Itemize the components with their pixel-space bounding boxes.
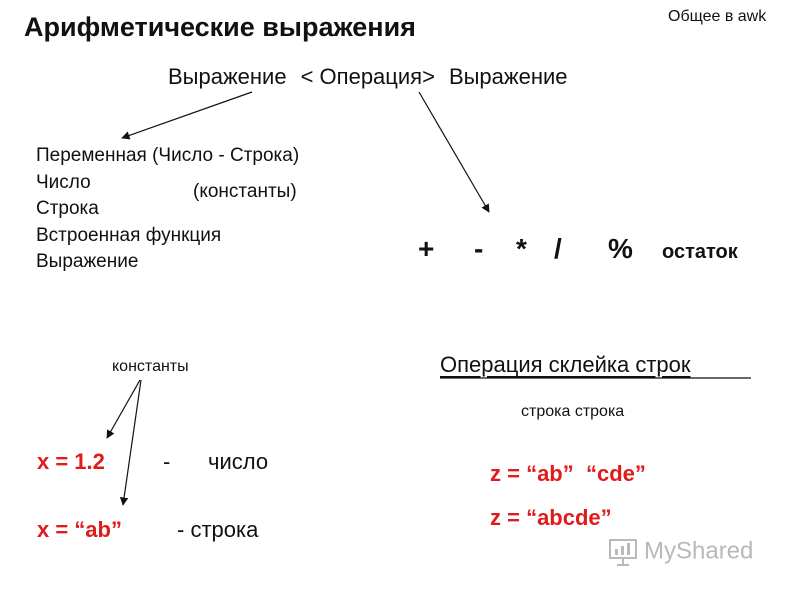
operand-item: Число xyxy=(36,171,91,193)
arrow-to-string-example xyxy=(123,380,141,505)
operand-list xyxy=(36,143,299,276)
operator-minus: - xyxy=(474,233,484,264)
string-label: - строка xyxy=(177,517,259,542)
operator-modulo: % xyxy=(608,233,633,264)
number-example: x = 1.2 xyxy=(37,449,105,474)
formula-left: Выражение xyxy=(168,64,287,89)
formula-operation: < Операция> xyxy=(300,64,435,89)
concat-subtitle: строка строка xyxy=(521,403,625,420)
operand-item: Строка xyxy=(36,198,99,219)
operand-item: Встроенная функция xyxy=(36,224,222,246)
watermark xyxy=(608,537,753,567)
number-label: число xyxy=(208,449,269,474)
concat-title: Операция склейка строк xyxy=(440,352,691,377)
arrow-to-operators xyxy=(419,92,489,212)
string-example: x = “ab” xyxy=(37,517,122,542)
corner-note: Общее в awk xyxy=(668,8,767,25)
constants-note: (константы) xyxy=(193,181,297,202)
arrow-to-number-example xyxy=(107,380,140,438)
page-title: Арифметические выражения xyxy=(24,12,416,42)
remainder-label: остаток xyxy=(662,241,738,263)
formula-right: Выражение xyxy=(448,64,568,89)
arrow-to-operand-list xyxy=(122,92,252,138)
constants-label: константы xyxy=(112,358,189,375)
operator-multiply: * xyxy=(516,233,527,264)
operator-plus: + xyxy=(418,233,435,264)
concat-example-2: z = “abcde” xyxy=(490,505,612,530)
expression-formula xyxy=(168,64,568,90)
operator-divide: / xyxy=(554,233,562,264)
presentation-icon xyxy=(608,537,638,567)
operand-item: Переменная (Число - Строка) xyxy=(36,145,300,166)
number-dash: - xyxy=(163,449,171,474)
concat-example-1: z = “ab” “cde” xyxy=(490,461,646,486)
operand-item: Выражение xyxy=(36,251,139,272)
watermark-text: MyShared xyxy=(644,537,754,565)
